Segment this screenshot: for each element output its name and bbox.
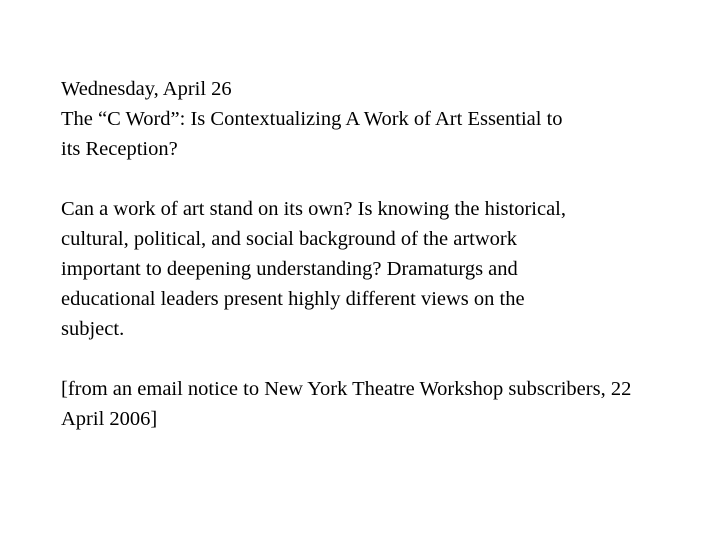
description-line: important to deepening understanding? Dramaturgs and: [61, 258, 518, 280]
event-title-line-1: The “C Word”: Is Contextualizing A Work of Art Essential to: [61, 108, 563, 130]
description-line: Can a work of art stand on its own? Is knowing the historical,: [61, 198, 567, 220]
slide-content: [61, 74, 681, 434]
description-line: cultural, political, and social background of the artwork: [61, 228, 517, 250]
event-description: [61, 194, 681, 344]
citation-line: April 2006]: [61, 408, 158, 430]
citation-line: [from an email notice to New York Theatre Workshop subscribers, 22: [61, 378, 632, 400]
event-title-line-2: its Reception?: [61, 138, 178, 160]
event-date: Wednesday, April 26: [61, 78, 232, 100]
source-citation: [61, 374, 681, 434]
event-heading: [61, 74, 681, 164]
description-line: educational leaders present highly different views on the: [61, 288, 525, 310]
description-line: subject.: [61, 318, 125, 340]
